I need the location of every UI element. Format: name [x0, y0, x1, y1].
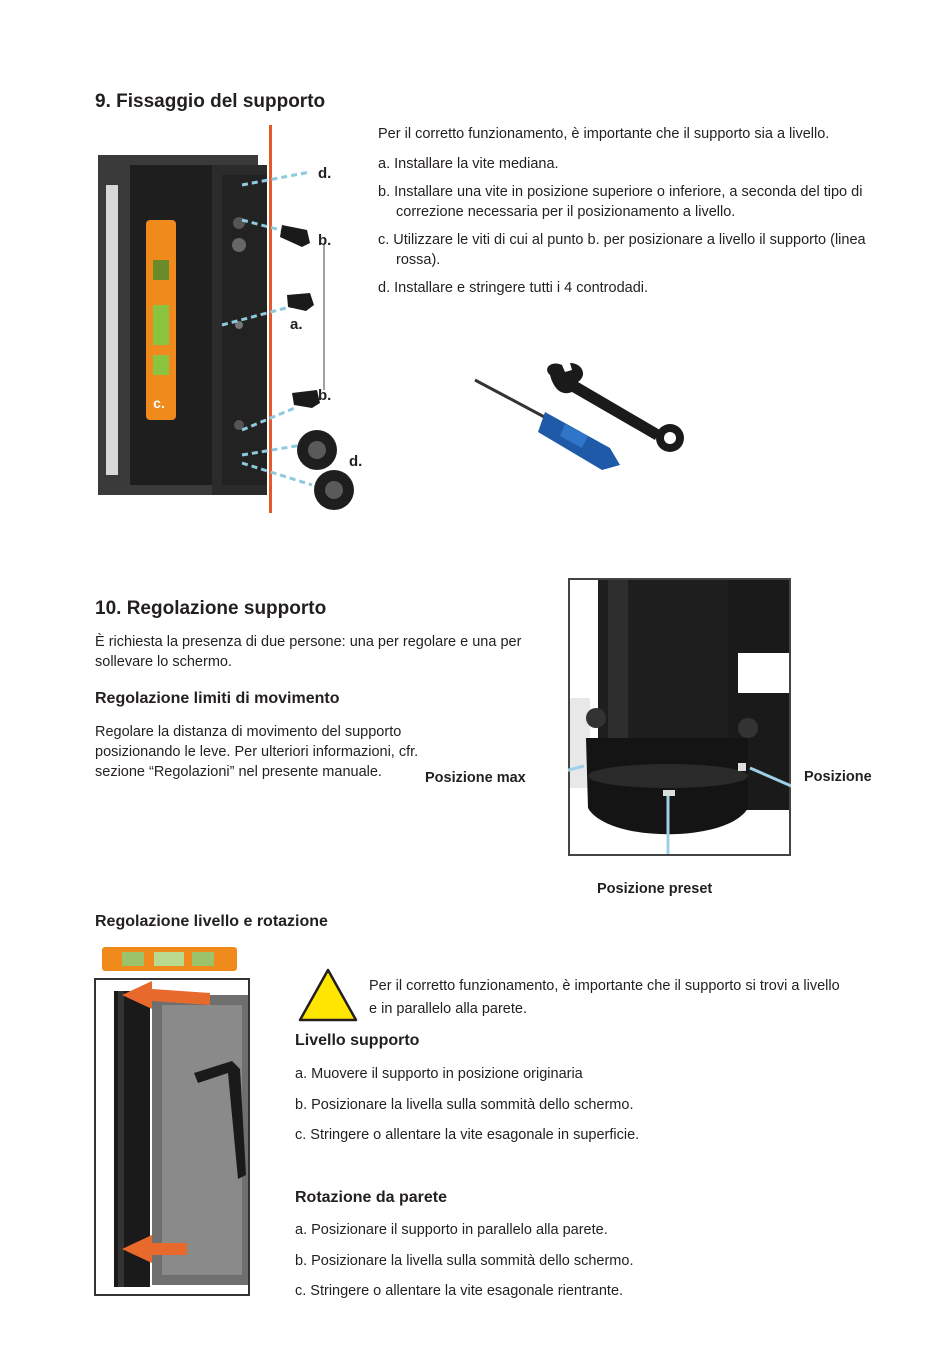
- bracket-mounting-illustration: [92, 125, 382, 515]
- level-rotation-warning: Per il corretto funzionamento, è importante che il supporto si trovi a livello e in parallelo alla parete.: [369, 978, 840, 1017]
- support-level-step-b: b. Posizionare la livella sulla sommità dello schermo.: [295, 1097, 634, 1113]
- screwdriver-icon: [475, 380, 620, 470]
- section-9-intro: Per il corretto funzionamento, è importante che il supporto sia a livello.: [378, 126, 830, 142]
- movement-limits-text: Regolare la distanza di movimento del supporto posizionando le leve. Per ulteriori informazioni, cfr. sezione “Regolazioni” nel presente manuale.: [95, 724, 419, 780]
- section-9-title: 9. Fissaggio del supporto: [95, 91, 326, 112]
- label-d-bottom: d.: [349, 453, 363, 470]
- support-level-title: Livello supporto: [295, 1032, 420, 1049]
- nut-icons: [297, 430, 354, 510]
- support-level-step-c: c. Stringere o allentare la vite esagonale in superficie.: [295, 1127, 640, 1143]
- label-c: c.: [153, 395, 165, 411]
- section-10-intro: È richiesta la presenza di due persone: una per regolare e una per sollevare lo schermo.: [95, 634, 522, 670]
- level-red-line: [269, 125, 272, 513]
- level-rotation-photo: [92, 943, 252, 1298]
- label-posizione-preset: Posizione preset: [597, 881, 713, 897]
- label-posizione-max: Posizione max: [425, 770, 526, 786]
- label-d-top: d.: [318, 165, 332, 182]
- label-b-top: b.: [318, 232, 332, 249]
- level-rotation-title: Regolazione livello e rotazione: [95, 913, 328, 930]
- wall-rotation-title: Rotazione da parete: [295, 1189, 448, 1206]
- spirit-level-icon: [102, 947, 237, 971]
- section-9-step-c: c. Utilizzare le viti di cui al punto b. per posizionare a livello il supporto (linea rossa).: [378, 232, 866, 268]
- wall-rotation-step-b: b. Posizionare la livella sulla sommità dello schermo.: [295, 1253, 634, 1269]
- section-9-step-a: a. Installare la vite mediana.: [378, 156, 559, 172]
- section-10-title: 10. Regolazione supporto: [95, 598, 327, 619]
- tools-illustration: [470, 360, 700, 475]
- wall-rotation-step-a: a. Posizionare il supporto in parallelo alla parete.: [295, 1222, 608, 1238]
- label-b-bottom: b.: [318, 387, 332, 404]
- movement-limits-title: Regolazione limiti di movimento: [95, 690, 340, 707]
- spirit-level-icon: [146, 220, 176, 420]
- section-9-step-d: d. Installare e stringere tutti i 4 controdadi.: [378, 280, 649, 296]
- wall-rotation-step-c: c. Stringere o allentare la vite esagonale rientrante.: [295, 1283, 624, 1299]
- pole-positions-photo: [568, 578, 791, 856]
- section-9-step-b: b. Installare una vite in posizione superiore o inferiore, a seconda del tipo di correzione necessaria per il posizionamento a livello.: [378, 184, 863, 220]
- label-posizione: Posizione: [804, 769, 872, 785]
- warning-icon: [297, 967, 359, 1023]
- support-level-step-a: a. Muovere il supporto in posizione originaria: [295, 1066, 583, 1082]
- label-a: a.: [290, 316, 303, 333]
- section-9-text: [378, 124, 868, 298]
